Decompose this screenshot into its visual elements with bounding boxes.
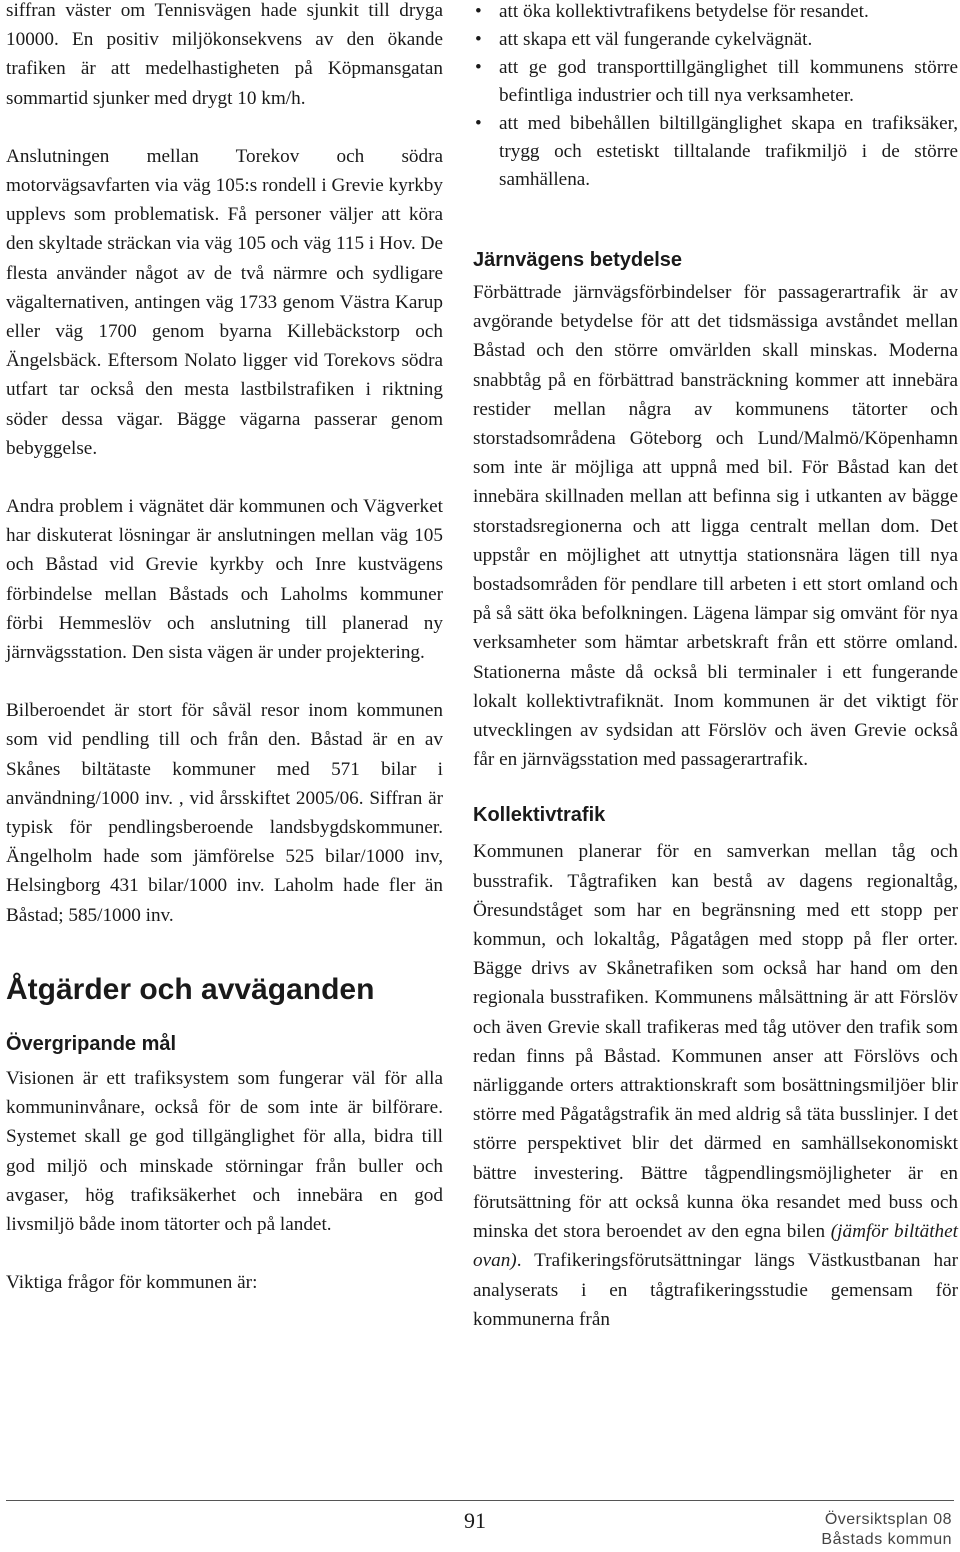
- bullet-icon: •: [475, 1, 482, 22]
- bullet-icon: •: [475, 57, 482, 78]
- list-item: • att ge god transporttillgänglighet till kommunens större befintliga industrier och till nya verksamheter.: [473, 54, 958, 110]
- paragraph-rail: Förbättrade järnvägsförbindelser för passagerartrafik är av avgörande betydelse för att det tidsmässiga avståndet mellan Båstad och den större omvärlden skall minskas. Moderna snabbtåg på en förbättrad bansträckning kommer att innebära restider mellan några av kommunens tätorter och storstadsområdena Göteborg och Lund/Malmö/Köpenhamn som inte är möjliga att uppnå med bil. För Båstad kan det innebära skillnaden mellan att befinna sig i utkanten av bägge storstadsregionerna och att ligga centralt mellan dom. Det uppstår en möjlighet att utnyttja stationsnära lägen till nya bostadsområden för pendlare till arbeten i ett stort omland och på så sätt öka befolkningen. Lägena lämpar sig omvänt för nya verksamheter som hämtar arbetskraft från ett större omland. Stationerna måste då också bli terminaler i ett fungerande lokalt kollektivtrafiknät. Inom kommunen är det viktigt för utvecklingen av sydsidan att Förslöv och även Grevie också får en järnvägsstation med passagerartrafik.: [473, 282, 958, 771]
- cross-reference: (jämför biltäthet ovan): [473, 1221, 958, 1272]
- paragraph-traffic-count: siffran väster om Tennisvägen hade sjunkit till dryga 10000. En positiv miljökonsekvens av den ökande trafiken är att medelhastigheten på Köpmansgatan sommartid sjunker med drygt 10 km/h.: [6, 0, 443, 109]
- paragraph-key-questions: Viktiga frågor för kommunen är:: [6, 1272, 258, 1294]
- list-item: • att skapa ett väl fungerande cykelvägnät.: [473, 26, 958, 54]
- paragraph-transit: Kommunen planerar för en samverkan mellan tåg och busstrafik. Tågtrafiken kan bestå av dagens regionaltåg, Öresundståget som har en begränsning med ett stopp per kommun, och lokaltåg, Pågatågen med stopp på fler orter. Bägge drivs av Skånetrafiken som också har hand om den regionala busstrafiken. Kommunens målsättning är att Förslöv och även Grevie skall trafikeras med tåg utöver den trafik som redan finns på Båstad. Kommunen anser att Förslövs och närliggande orters attraktionskraft som bosättningsmiljöer blir större med Pågatågstrafik än med aldrig så täta busslinjer. I det större perspektivet blir det därmed en samhällsekonomiskt bättre investering. Bättre tågpendlingsmöjligheter är en förutsättning för att också kunna öka resandet med buss och minska det stora beroendet av den egna bilen (jämför biltäthet ovan). Trafikeringsförutsättningar längs Västkustbanan har analyserats i en tågtrafikeringsstudie gemensam för kommunerna från: [473, 841, 958, 1330]
- paragraph-road-problems: Andra problem i vägnätet där kommunen och Vägverket har diskuterat lösningar är anslutningen mellan väg 105 och Båstad vid Grevie kyrkby och Inre kustvägens förbindelse mellan Båstads och Laholms kommuner förbi Hemmeslöv och anslutning till planerad ny järnvägsstation. Den sista vägen är under projektering.: [6, 496, 443, 664]
- bullet-icon: •: [475, 29, 482, 50]
- document-title: Översiktsplan 08: [824, 1511, 952, 1528]
- footer-title: [821, 1510, 952, 1550]
- left-column: [6, 0, 443, 1297]
- paragraph-torekov-connection: Anslutningen mellan Torekov och södra motorvägsavfarten via väg 105:s rondell i Grevie kyrkby upplevs som problematisk. Få personer väljer att köra den skyltade sträckan via väg 105 och väg 115 i Hov. De flesta använder något av de två närmre och sydligare vägalternativen, antingen väg 1733 genom Västra Karup eller väg 1700 genom byarna Killebäckstorp och Ängelsbäck. Eftersom Nolato ligger vid Torekovs södra utfart tar också den mesta lastbilstrafiken i riktning söder dessa vägar. Bägge vägarna passerar genom bebyggelse.: [6, 145, 443, 459]
- subsection-heading-transit: Kollektivtrafik: [473, 804, 606, 827]
- list-item: • att öka kollektivtrafikens betydelse för resandet.: [473, 0, 958, 26]
- bullet-icon: •: [475, 113, 482, 134]
- goals-bullet-list: [473, 0, 958, 194]
- subsection-heading-rail: Järnvägens betydelse: [473, 249, 682, 271]
- municipality-name: Båstads kommun: [821, 1531, 952, 1548]
- subsection-heading-goals: Övergripande mål: [6, 1032, 177, 1055]
- section-heading: Åtgärder och avväganden: [6, 972, 375, 1006]
- page-number: 91: [464, 1508, 486, 1533]
- right-column: [473, 0, 958, 1334]
- footer-divider: [6, 1500, 954, 1501]
- paragraph-vision: Visionen är ett trafiksystem som fungerar väl för alla kommuninvånare, också för de som inte är bilförare. Systemet skall ge god tillgänglighet för alla, bidra till god miljö och minskade störningar från buller och avgaser, hög trafiksäkerhet och innebära en god livsmiljö både inom tätorter och på landet.: [6, 1067, 443, 1235]
- paragraph-car-dependence: Bilberoendet är stort för såväl resor inom kommunen som vid pendling till och från den. Båstad är en av Skånes biltätaste kommuner med 571 bilar i användning/1000 inv. , vid årsskiftet 2005/06. Siffran är typisk för pendlingsberoende landsbygdskommuner. Ängelholm hade som jämförelse 525 bilar/1000 inv, Helsingborg 431 bilar/1000 inv. Laholm hade fler än Båstad; 585/1000 inv.: [6, 700, 443, 926]
- list-item: • att med bibehållen biltillgänglighet skapa en trafiksäker, trygg och estetiskt tilltalande trafikmiljö i de större samhällena.: [473, 110, 958, 194]
